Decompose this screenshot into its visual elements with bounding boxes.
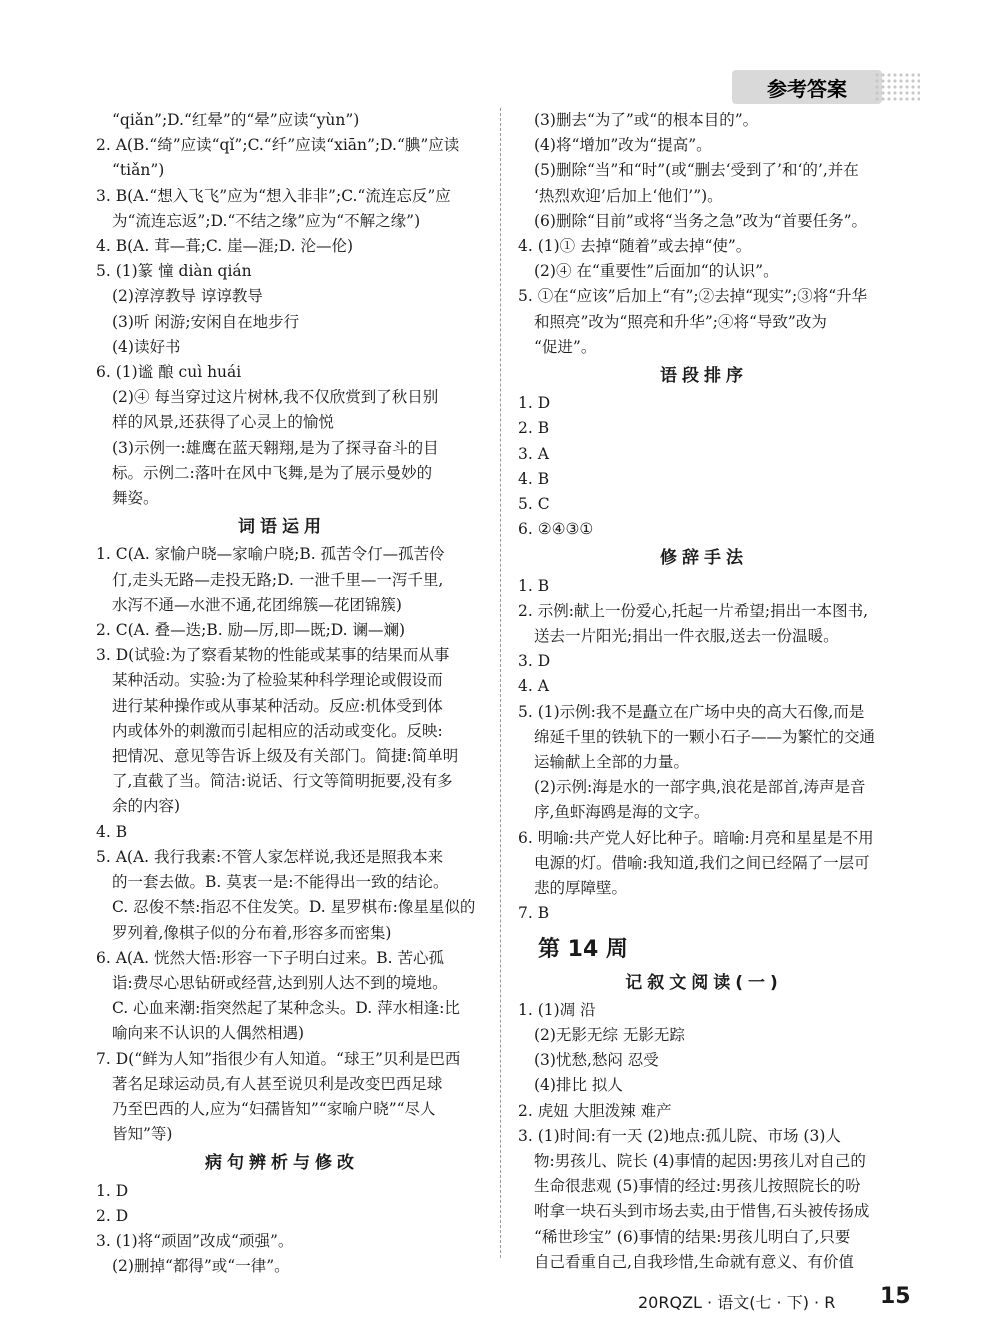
answer-line: 乃至巴西的人,应为“妇孺皆知”“家喻户晓”“尽人 [112, 1099, 436, 1118]
answer-line: 某种活动。实验:为了检验某种科学理论或假设而 [112, 671, 443, 690]
answer-line: (4)将“增加”改为“提高”。 [534, 136, 712, 155]
answer-line: 3. B(A.“想入飞飞”应为“想入非非”;C.“流连忘反”应 [96, 186, 451, 205]
answer-line: 绵延千里的铁轨下的一颗小石子——为繁忙的交通 [534, 727, 876, 746]
answer-line: 序,鱼虾海鸥是海的文字。 [534, 803, 710, 822]
section-heading: 词语运用 [238, 517, 326, 538]
answer-line: 5. ①在“应该”后加上“有”;②去掉“现实”;③将“升华 [518, 287, 868, 306]
answer-line: 仃,走头无路—走投无路;D. 一泄千里—一泻千里, [112, 570, 444, 589]
answer-line: 6. ②④③① [518, 520, 594, 539]
answer-line: 为“流连忘返”;D.“不结之缘”应为“不解之缘”) [112, 211, 421, 230]
answer-line: 5. C [518, 495, 550, 514]
answer-line: 3. (1)时间:有一天 (2)地点:孤儿院、市场 (3)人 [518, 1126, 841, 1145]
answer-line: 样的风景,还获得了心灵上的愉悦 [112, 413, 334, 432]
answer-line: 著名足球运动员,有人甚至说贝利是改变巴西足球 [112, 1074, 443, 1093]
right-column [518, 108, 890, 1275]
answer-line: (6)删除“目前”或将“当务之急”改为“首要任务”。 [534, 211, 868, 230]
answer-line: (3)示例一:雄鹰在蓝天翱翔,是为了探寻奋斗的目 [112, 438, 439, 457]
answer-line: (3)删去“为了”或“的根本目的”。 [534, 111, 759, 129]
answer-line: 送去一片阳光;捐出一件衣服,送去一份温暖。 [534, 627, 839, 646]
answer-line: 5. (1)篆 憧 diàn qián [96, 262, 252, 281]
answer-line: 2. B [518, 419, 550, 438]
answer-line: 3. A [518, 444, 549, 463]
answer-line: 喻向来不认识的人偶然相遇) [112, 1024, 305, 1043]
answer-line: 了,直截了当。简洁:说话、行文等简明扼要,没有多 [112, 772, 453, 791]
answer-line: 6. A(A. 恍然大悟:形容一下子明白过来。B. 苦心孤 [96, 948, 444, 967]
answer-line: 6. 明喻:共产党人好比种子。暗喻:月亮和星星是不用 [518, 828, 874, 847]
answer-line: C. 心血来潮:指突然起了某种念头。D. 萍水相逢:比 [112, 999, 460, 1018]
section-heading: 病句辨析与修改 [205, 1153, 359, 1174]
answer-line: 7. D(“鲜为人知”指很少有人知道。“球王”贝利是巴西 [96, 1049, 461, 1068]
answer-line: 余的内容) [112, 797, 181, 816]
answer-line: 舞姿。 [112, 489, 159, 508]
answer-key-badge: 参考答案 [732, 70, 882, 104]
answer-line: 把情况、意见等告诉上级及有关部门。简捷:简单明 [112, 747, 459, 766]
answer-line: (3)听 闲游;安闲自在地步行 [112, 312, 300, 331]
section-heading: 语段排序 [660, 366, 748, 387]
answer-line: 内或体外的刺激而引起相应的活动或变化。反映: [112, 721, 443, 740]
answer-line: (2)删掉“都得”或“一律”。 [112, 1257, 290, 1276]
answer-line: 罗列着,像棋子似的分布着,形容多而密集) [112, 923, 392, 942]
answer-line: 5. (1)示例:我不是矗立在广场中央的高大石像,而是 [518, 702, 865, 721]
column-divider [500, 108, 501, 1258]
section-heading: 记叙文阅读(一) [625, 972, 783, 993]
answer-line: 4. A [518, 677, 549, 696]
answer-line: 1. D [96, 1181, 129, 1200]
answer-line: 标。示例二:落叶在风中飞舞,是为了展示曼妙的 [112, 463, 433, 482]
answer-line: 1. (1)凋 沿 [518, 1000, 596, 1019]
answer-line: 2. 示例:献上一份爱心,托起一片希望;捐出一本图书, [518, 601, 869, 620]
answer-line: 4. B(A. 茸—葺;C. 崖—涯;D. 沦—伦) [96, 237, 354, 256]
answer-line: (4)排比 拟人 [534, 1076, 623, 1095]
answer-line: 物:男孩儿、院长 (4)事情的起因:男孩儿对自己的 [534, 1151, 866, 1170]
answer-line: 进行某种操作或从事某种活动。反应:机体受到体 [112, 696, 443, 715]
answer-line: “qiǎn”;D.“红晕”的“晕”应读“yùn”) [112, 111, 360, 129]
answer-line: “促进”。 [534, 337, 597, 356]
answer-line: (2)④ 在“重要性”后面加“的认识”。 [534, 262, 779, 281]
answer-line: 水泻不通—水泄不通,花团绵簇—花团锦簇) [112, 595, 402, 614]
answer-line: 3. D [518, 652, 551, 671]
answer-line: 3. D(试验:为了察看某物的性能或某事的结果而从事 [96, 646, 450, 665]
answer-line: 1. B [518, 576, 550, 595]
answer-line: (5)删除“当”和“时”(或“删去‘受到了’和‘的’,并在 [534, 161, 859, 180]
left-column [96, 108, 476, 1279]
answer-line: 5. A(A. 我行我素:不管人家怎样说,我还是照我本来 [96, 847, 444, 866]
answer-line: 电源的灯。借喻:我知道,我们之间已经隔了一层可 [534, 853, 870, 872]
answer-line: C. 忍俊不禁:指忍不住发笑。D. 星罗棋布:像星星似的 [112, 898, 476, 917]
answer-line: 2. C(A. 叠—迭;B. 励—厉,即—既;D. 谰—斓) [96, 621, 406, 640]
answer-line: “tiǎn”) [112, 161, 165, 180]
answer-line: (2)淳淳教导 谆谆教导 [112, 287, 263, 306]
answer-line: 运输献上全部的力量。 [534, 753, 690, 772]
header-dot-pattern [874, 72, 920, 102]
footer-book-code: 20RQZL · 语文(七 · 下) · R [638, 1293, 836, 1312]
answer-line: 皆知”等) [112, 1125, 173, 1144]
answer-line: 咐拿一块石头到市场去卖,由于惜售,石头被传扬成 [534, 1202, 870, 1221]
answer-line: 2. A(B.“绮”应读“qǐ”;C.“纤”应读“xiān”;D.“腆”应读 [96, 136, 460, 155]
answer-line: 诣:费尽心思钻研或经营,达到别人达不到的境地。 [112, 973, 448, 992]
answer-line: (4)读好书 [112, 337, 181, 356]
week-heading: 第 14 周 [538, 936, 628, 962]
section-heading: 修辞手法 [660, 548, 748, 569]
answer-line: (2)示例:海是水的一部字典,浪花是部首,涛声是音 [534, 778, 866, 797]
answer-line: 1. C(A. 家愉户晓—家喻户晓;B. 孤苦令仃—孤苦伶 [96, 545, 445, 564]
answer-line: (2)④ 每当穿过这片树林,我不仅欣赏到了秋日别 [112, 388, 439, 407]
answer-line: “稀世珍宝” (6)事情的结果:男孩儿明白了,只要 [534, 1227, 851, 1246]
answer-line: (2)无影无综 无影无踪 [534, 1025, 685, 1044]
answer-line: 生命很悲观 (5)事情的经过:男孩儿按照院长的吩 [534, 1177, 861, 1196]
answer-line: 1. D [518, 394, 551, 413]
answer-line: 4. (1)① 去掉“随着”或去掉“使”。 [518, 237, 752, 256]
answer-line: 2. D [96, 1206, 129, 1225]
answer-line: 4. B [96, 822, 128, 841]
answer-line: (3)忧愁,愁闷 忍受 [534, 1051, 659, 1070]
answer-line: ‘热烈欢迎’后加上‘他们’”)。 [534, 186, 723, 205]
answer-line: 和照亮”改为“照亮和升华”;④将“导致”改为 [534, 312, 827, 331]
answer-line: 6. (1)谧 酿 cuì huái [96, 363, 242, 382]
answer-line: 的一套去做。B. 莫衷一是:不能得出一致的结论。 [112, 873, 449, 892]
page-number: 15 [880, 1284, 911, 1309]
answer-line: 7. B [518, 904, 550, 923]
answer-line: 4. B [518, 469, 550, 488]
answer-line: 悲的厚障壁。 [534, 879, 628, 898]
answer-line: 3. (1)将“顽固”改成“顽强”。 [96, 1231, 294, 1250]
answer-line: 自己看重自己,自我珍惜,生命就有意义、有价值 [534, 1252, 854, 1271]
answer-line: 2. 虎妞 大胆泼辣 难产 [518, 1101, 672, 1120]
